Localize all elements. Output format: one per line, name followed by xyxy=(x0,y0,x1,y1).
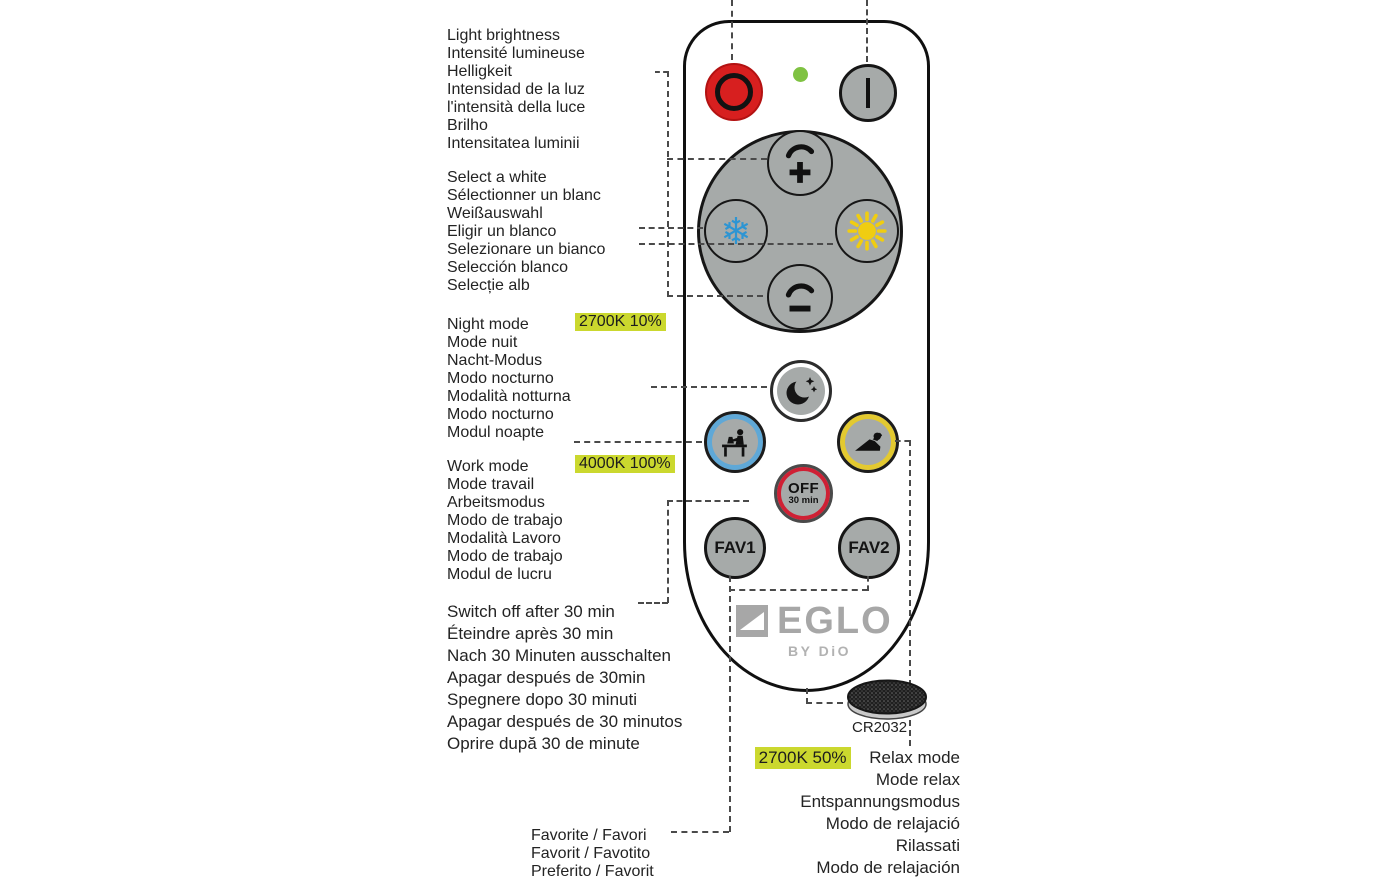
kelvin-badge-work: 4000K 100% xyxy=(575,455,675,473)
annotation-line: Selección blanco xyxy=(447,259,568,276)
annotation-line: Éteindre après 30 min xyxy=(447,624,614,643)
brand-byline: BY DiO xyxy=(788,643,851,659)
annotation-line: Brilho xyxy=(447,117,488,134)
annotation-line: Light brightness xyxy=(447,27,560,44)
annotation-line: Favorit / Favotito xyxy=(531,845,651,862)
annotation-line: Select a white xyxy=(447,169,547,186)
favorite-label-block xyxy=(531,827,654,881)
annotation-line: Switch off after 30 min xyxy=(447,602,615,621)
annotation-line: Sélectionner un blanc xyxy=(447,187,601,204)
fav2-label: FAV2 xyxy=(848,538,890,557)
annotation-line: Modo de relajació xyxy=(825,814,960,833)
connector-favorite-stub xyxy=(671,831,729,833)
brightness-up-icon xyxy=(781,139,819,187)
annotation-line: Modo de trabajo xyxy=(447,512,563,529)
connector-brightness-bracket xyxy=(667,71,669,297)
brightness-up-button[interactable] xyxy=(767,130,833,196)
brand-name: EGLO xyxy=(777,600,893,642)
annotation-line: Intensitatea luminii xyxy=(447,135,580,152)
annotation-line: Helligkeit xyxy=(447,63,512,80)
relax-mode-button[interactable] xyxy=(837,411,899,473)
brightness-down-button[interactable] xyxy=(767,264,833,330)
annotation-line: Nach 30 Minuten ausschalten xyxy=(447,646,671,665)
power-off-button[interactable] xyxy=(705,63,763,121)
connector-night-mode xyxy=(651,386,767,388)
annotation-line: Entspannungsmodus xyxy=(800,792,960,811)
annotation-line: Preferito / Favorit xyxy=(531,863,654,880)
connector-power-on xyxy=(866,0,868,62)
connector-off-timer-side xyxy=(667,500,669,603)
connector-off-timer-stub xyxy=(638,602,668,604)
work-mode-desk-icon xyxy=(720,427,751,458)
annotation-line: Modalità Lavoro xyxy=(447,530,561,547)
annotation-line: Intensité lumineuse xyxy=(447,45,585,62)
brightness-down-icon xyxy=(781,276,819,318)
annotation-line xyxy=(447,313,662,334)
cold-white-snowflake-icon: ❄ xyxy=(720,209,752,253)
annotation-line: Weißauswahl xyxy=(447,205,543,222)
annotation-line: Selezionare un bianco xyxy=(447,241,606,258)
off-timer-label: OFF xyxy=(788,479,819,497)
brand-logo xyxy=(736,600,893,659)
night-mode-button[interactable] xyxy=(770,360,832,422)
work-mode-button[interactable] xyxy=(704,411,766,473)
select-white-label-block xyxy=(447,169,605,295)
off-timer-30min-button[interactable] xyxy=(774,464,833,523)
annotation-text: Relax mode xyxy=(869,748,960,767)
annotation-line xyxy=(660,747,960,769)
relax-mode-label-block xyxy=(660,747,960,879)
annotation-line: Rilassati xyxy=(895,836,960,855)
connector-favorite-join xyxy=(729,589,868,591)
annotation-line: Modo de relajación xyxy=(816,858,960,877)
connector-cold-white xyxy=(639,227,703,229)
annotation-text: Work mode xyxy=(447,458,529,475)
connector-work-mode xyxy=(574,441,702,443)
power-off-icon xyxy=(715,73,753,111)
annotation-line: Favorite / Favori xyxy=(531,827,647,844)
annotation-line: Modalità notturna xyxy=(447,388,571,405)
annotation-line: Eligir un blanco xyxy=(447,223,557,240)
connector-off-timer-top xyxy=(667,500,749,502)
annotation-line: Apagar después de 30min xyxy=(447,668,646,687)
connector-relax-stub xyxy=(895,440,910,442)
warm-white-button[interactable] xyxy=(835,199,899,263)
eglo-logo-mark xyxy=(736,605,768,637)
off-timer-sublabel: 30 min xyxy=(788,494,819,506)
annotation-line: Oprire după 30 de minute xyxy=(447,734,640,753)
led-indicator xyxy=(793,67,808,82)
night-mode-moon-icon xyxy=(783,373,819,409)
annotation-line: Apagar después de 30 minutos xyxy=(447,712,683,731)
switch-off-label-block xyxy=(447,601,682,755)
annotation-line: Modo de trabajo xyxy=(447,548,563,565)
relax-mode-recline-icon xyxy=(853,427,884,458)
cold-white-button[interactable] xyxy=(704,199,768,263)
annotation-line: Modul de lucru xyxy=(447,566,552,583)
fav1-label: FAV1 xyxy=(714,538,756,557)
kelvin-badge-relax: 2700K 50% xyxy=(755,747,851,769)
annotation-line: Mode travail xyxy=(447,476,535,493)
connector-brightness-up xyxy=(667,158,767,160)
work-mode-label-block xyxy=(447,455,671,584)
annotation-line: Selecție alb xyxy=(447,277,530,294)
power-on-button[interactable] xyxy=(839,64,897,122)
annotation-line: Arbeitsmodus xyxy=(447,494,545,511)
remote-control-body xyxy=(683,20,930,692)
annotation-line: Spegnere dopo 30 minuti xyxy=(447,690,637,709)
favorite-1-button[interactable] xyxy=(704,517,766,579)
annotation-line: Modo nocturno xyxy=(447,406,554,423)
connector-battery xyxy=(806,702,843,704)
battery-type-label: CR2032 xyxy=(852,719,908,736)
connector-favorite-left xyxy=(729,576,731,832)
brightness-label-block xyxy=(447,27,585,153)
favorite-2-button[interactable] xyxy=(838,517,900,579)
annotation-line: Modul noapte xyxy=(447,424,544,441)
annotation-line: Mode nuit xyxy=(447,334,518,351)
power-on-icon xyxy=(866,78,870,108)
annotation-line: Modo nocturno xyxy=(447,370,554,387)
kelvin-badge-night: 2700K 10% xyxy=(575,313,666,331)
annotation-text: Night mode xyxy=(447,316,529,333)
annotation-line xyxy=(447,455,671,476)
night-mode-label-block xyxy=(447,313,662,442)
annotation-line: Intensidad de la luz xyxy=(447,81,585,98)
connector-warm-white xyxy=(639,243,833,245)
connector-power-off xyxy=(731,0,733,60)
annotation-line: l'intensità della luce xyxy=(447,99,586,116)
connector-brightness-down xyxy=(667,295,763,297)
annotation-line: Nacht-Modus xyxy=(447,352,543,369)
warm-white-sun-icon xyxy=(846,210,888,252)
annotation-line: Mode relax xyxy=(875,770,960,789)
